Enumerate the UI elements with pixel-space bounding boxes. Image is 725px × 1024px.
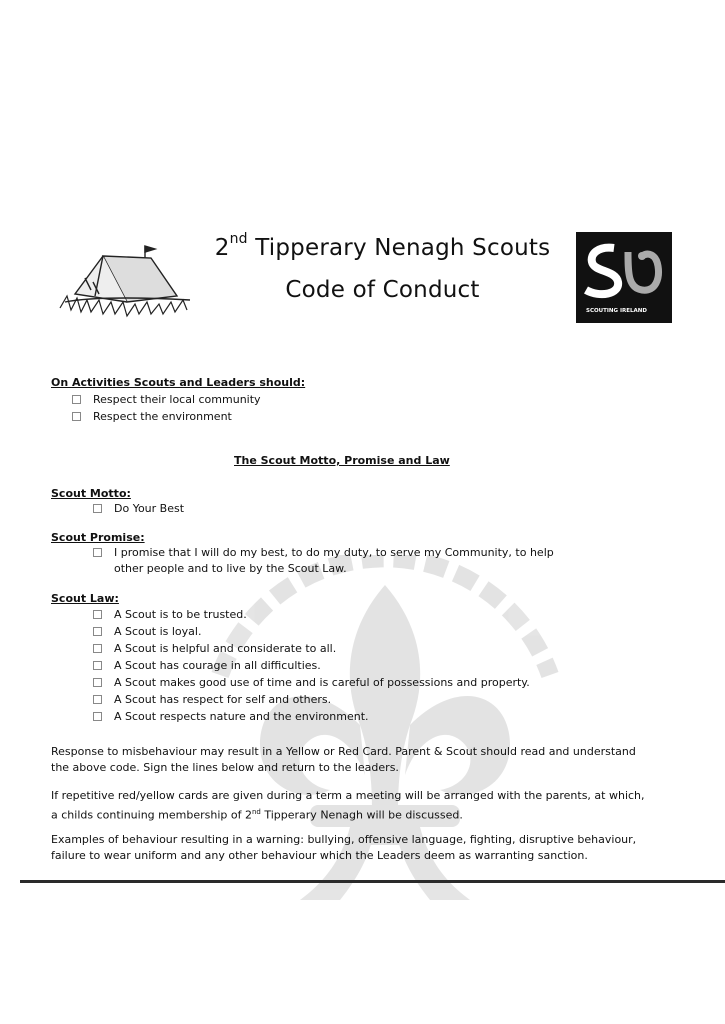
title-superscript: nd (229, 231, 248, 247)
checkbox-icon (93, 548, 102, 557)
page-title (195, 231, 570, 261)
tent-icon (55, 238, 195, 320)
list-item-text: A Scout is to be trusted. (114, 608, 247, 621)
list-item (93, 708, 530, 725)
list-item (72, 408, 261, 425)
list-item-text: A Scout makes good use of time and is careful of possessions and property. (114, 676, 530, 689)
checkbox-icon (93, 644, 102, 653)
list-item (93, 640, 530, 657)
checkbox-icon (93, 712, 102, 721)
promise-line-1 (93, 544, 554, 561)
law-list (93, 606, 530, 725)
title-number: 2 (214, 235, 230, 261)
list-item-text: A Scout is loyal. (114, 625, 202, 638)
page-subtitle: Code of Conduct (285, 277, 480, 303)
law-heading: Scout Law: (51, 592, 119, 605)
checkbox-icon (93, 627, 102, 636)
list-item (93, 674, 530, 691)
title-text: Tipperary Nenagh Scouts (255, 235, 551, 261)
list-item (72, 391, 261, 408)
list-item-text: A Scout has respect for self and others. (114, 693, 332, 706)
section-title: The Scout Motto, Promise and Law (234, 454, 450, 467)
list-item-text: A Scout has courage in all difficulties. (114, 659, 321, 672)
paragraph-text: If repetitive red/yellow cards are given during a term a meeting will be arranged with the parents, at which, a childs continuing membership of 2 (51, 789, 645, 822)
list-item (93, 623, 530, 640)
checkbox-icon (72, 395, 81, 404)
checkbox-icon (93, 678, 102, 687)
logo-text: SCOUTING IRELAND (586, 308, 647, 314)
list-item (93, 691, 530, 708)
list-item-text: Respect their local community (93, 393, 261, 406)
misbehaviour-paragraph: Response to misbehaviour may result in a Yellow or Red Card. Parent & Scout should read and understand the above code. Sign the lines below and return to the leaders. (51, 745, 636, 774)
list-item (93, 606, 530, 623)
checkbox-icon (93, 504, 102, 513)
checkbox-icon (93, 610, 102, 619)
motto-heading: Scout Motto: (51, 487, 131, 500)
list-item (93, 657, 530, 674)
checkbox-icon (93, 695, 102, 704)
divider-line (20, 880, 725, 883)
promise-heading: Scout Promise: (51, 531, 145, 544)
list-item-text: Do Your Best (114, 502, 185, 515)
activities-heading: On Activities Scouts and Leaders should: (51, 376, 306, 389)
list-item (93, 500, 184, 517)
list-item-text: A Scout is helpful and considerate to all. (114, 642, 337, 655)
promise-text: I promise that I will do my best, to do my duty, to serve my Community, to help (114, 546, 554, 559)
checkbox-icon (72, 412, 81, 421)
list-item-text: A Scout respects nature and the environment. (114, 710, 369, 723)
warning-examples-paragraph: Examples of behaviour resulting in a warning: bullying, offensive language, fighting, disruptive behaviour, failure to wear uniform and any other behaviour which the Leaders deem as warranting sanction. (51, 833, 637, 862)
activities-list (72, 391, 261, 425)
scouting-ireland-logo (576, 232, 672, 323)
paragraph-text: Tipperary Nenagh will be discussed. (260, 808, 463, 822)
list-item-text: Respect the environment (93, 410, 232, 423)
paragraph-superscript: nd (251, 808, 261, 816)
repetitive-cards-paragraph (51, 788, 651, 824)
promise-line-2: other people and to live by the Scout Law. (114, 562, 347, 575)
logo-mark-icon (576, 232, 672, 310)
checkbox-icon (93, 661, 102, 670)
